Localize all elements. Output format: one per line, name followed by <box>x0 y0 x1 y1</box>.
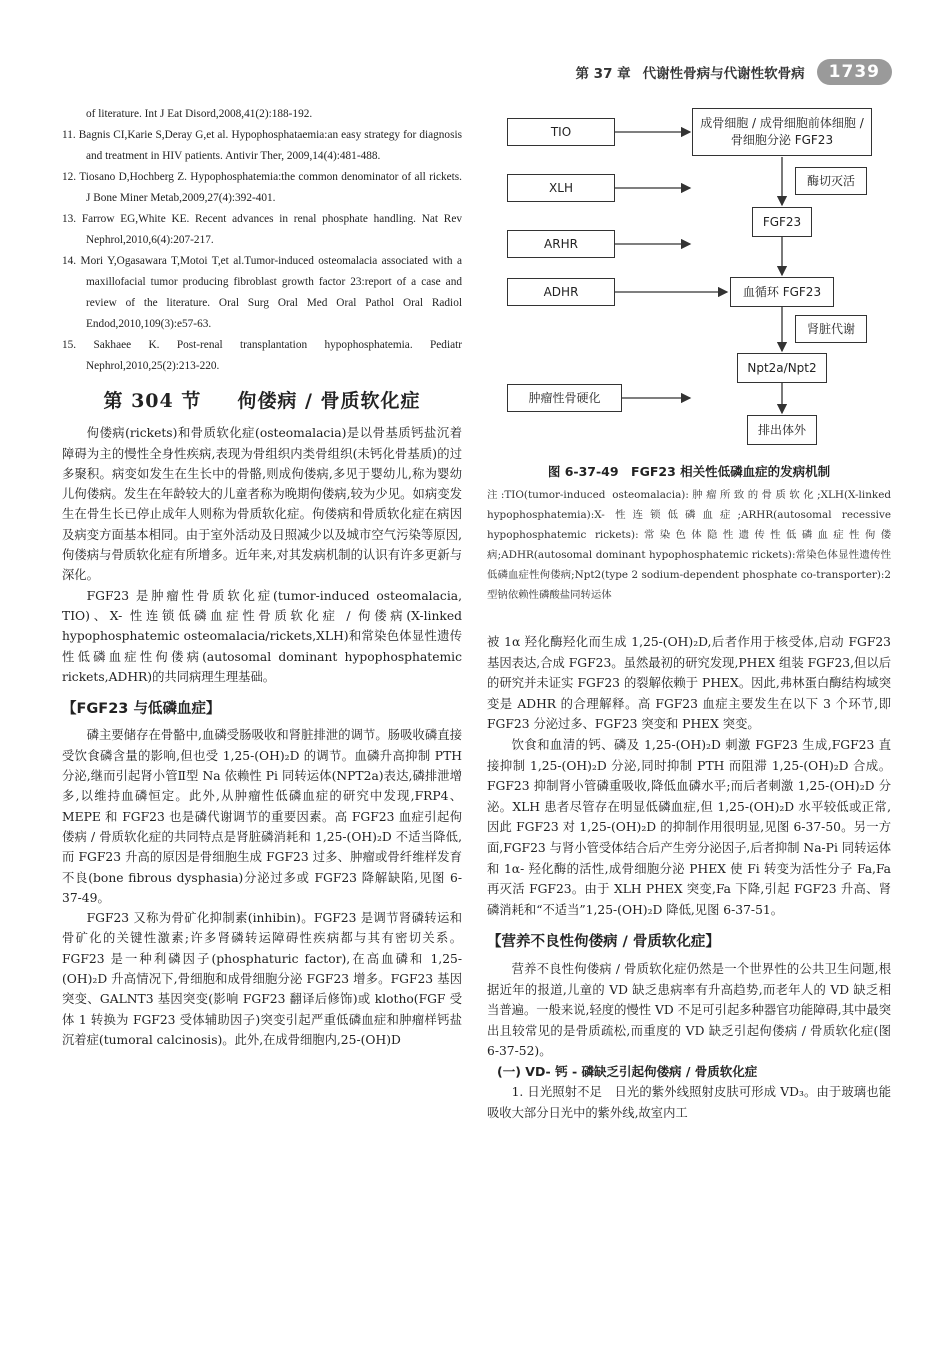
box-tio: TIO <box>507 118 615 146</box>
box-adhr: ADHR <box>507 278 615 306</box>
box-osteoblast-fgf23: 成骨细胞 / 成骨细胞前体细胞 / 骨细胞分泌 FGF23 <box>692 108 872 156</box>
reference-item: 11. Bagnis CI,Karie S,Deray G,et al. Hypophosphataemia:an easy strategy for diagnosis and treatment in HIV patients. Antivir Ther, 2009,14(4):481-488. <box>62 129 463 162</box>
figure-caption: 图 6-37-49 FGF23 相关性低磷血症的发病机制 <box>547 464 831 479</box>
paragraph: 1. 日光照射不足 日光的紫外线照射皮肤可形成 VD₃。由于玻璃也能吸收大部分日光中的紫外线,故室内工 <box>487 1085 891 1121</box>
box-excretion: 排出体外 <box>747 415 817 445</box>
paragraph: 营养不良性佝偻病 / 骨质软化症仍然是一个世界性的公共卫生问题,根据近年的报道,儿童的 VD 缺乏患病率有升高趋势,而老年人的 VD 缺乏相当普遍。一般来说,轻度的慢性 VD 不足可引起多种器官功能障碍,其中最突出且较常见的是骨质疏松,而重度的 VD 缺乏引起佝偻病 / 骨质软化症(图 6-37-52)。 <box>487 961 891 1059</box>
chapter-number: 第 37 章 <box>575 66 631 82</box>
box-xlh: XLH <box>507 174 615 202</box>
page-number: 1739 <box>817 59 892 85</box>
left-column <box>62 104 462 1050</box>
subheading: 【FGF23 与低磷血症】 <box>62 701 221 718</box>
figure-note: 注:TIO(tumor-induced osteomalacia):肿瘤所致的骨质软化;XLH(X-linked hypophosphatemia):X- 性连锁低磷血症;ARHR(autosomal recessive hypophosphatemic rickets):常染色体隐性遗传性低磷血症性佝偻病;ADHR(autosomal dominant hypophosphatemic rickets):常染色体显性遗传性低磷血症性佝偻病;Npt2(type 2 sodium-dependent phosphate co-transporter):2 型钠依赖性磷酸盐同转运体 <box>487 489 891 601</box>
reference-item: 13. Farrow EG,White KE. Recent advances in renal phosphate handling. Nat Rev Nephrol,2010,6(4):207-217. <box>62 213 462 246</box>
box-arhr: ARHR <box>507 230 615 258</box>
paragraph: 佝偻病(rickets)和骨质软化症(osteomalacia)是以骨基质钙盐沉着障碍为主的慢性全身性疾病,表现为骨组织内类骨组织(未钙化骨基质)的过多聚积。病变如发生在生长中的骨骼,则成佝偻病,多见于婴幼儿,称为婴幼儿佝偻病。发生在年龄较大的儿童者称为晚期佝偻病,较为少见。如病变发生在骨生长已停止成年人则称为骨质软化症。佝偻病和骨质软化症在病因及病变方面基本相同。由于室外活动及日照减少以及城市空气污染等原因,佝偻病与骨质软化症有所增多。近年来,对其发病机制的认识有许多更新与深化。 <box>62 426 462 583</box>
reference-list <box>62 104 462 377</box>
box-enzyme-inactivation: 酶切灭活 <box>795 167 867 195</box>
box-fgf23: FGF23 <box>752 207 812 237</box>
subheading: (一) VD- 钙 - 磷缺乏引起佝偻病 / 骨质软化症 <box>497 1063 758 1079</box>
box-renal-metabolism: 肾脏代谢 <box>795 315 867 343</box>
paragraph: 被 1α 羟化酶羟化而生成 1,25-(OH)₂D,后者作用于核受体,启动 FGF23 基因表达,合成 FGF23。虽然最初的研究发现,PHEX 组装 FGF23,但以后的研究并未证实 FGF23 的裂解依赖于 PHEX。因此,弗林蛋白酶结构域突变是 ADHR 的合理解释。高 FGF23 血症主要发生在以下 3 个环节,即 FGF23 分泌过多、FGF23 突变和 PHEX 突变。 <box>487 635 891 732</box>
box-circulating-fgf23: 血循环 FGF23 <box>730 277 834 307</box>
running-header <box>575 55 892 89</box>
paragraph: 磷主要储存在骨骼中,血磷受肠吸收和肾脏排泄的调节。肠吸收磷直接受饮食磷含量的影响,但也受 1,25-(OH)₂D 的调节。血磷升高抑制 PTH 分泌,继而引起肾小管Ⅱ型 Na 依赖性 Pi 同转运体(NPT2a)表达,磷排泄增多,以维持血磷恒定。此外,从肿瘤性低磷血症的研究中发现,FRP4、MEPE 和 FGF23 也是磷代谢调节的重要因素。高 FGF23 血症引起佝偻病 / 骨质软化症的共同特点是肾脏磷消耗和 1,25-(OH)₂D 不适当降低,而 FGF23 升高的原因是骨细胞生成 FGF23 过多、肿瘤或骨纤维样发育不良(bone fibrous dysphasia)分泌过多或 FGF23 降解缺陷,见图 6-37-49。 <box>62 728 462 905</box>
reference-item: of literature. Int J Eat Disord,2008,41(2):188-192. <box>86 108 313 120</box>
paragraph: FGF23 又称为骨矿化抑制素(inhibin)。FGF23 是调节肾磷转运和骨矿化的关键性激素;许多肾磷转运障碍性疾病都与其有密切关系。FGF23 是一种利磷因子(phosphaturic factor),在高血磷和 1,25-(OH)₂D 升高情况下,骨细胞和成骨细胞分泌 FGF23 增多。FGF23 基因突变、GALNT3 基因突变(影响 FGF23 翻译后修饰)或 klotho(FGF 受体 1 转换为 FGF23 受体辅助因子)突变引起严重低磷血症和肿瘤样钙盐沉着症(tumoral calcinosis)。此外,在成骨细胞内,25-(OH)D <box>62 911 462 1047</box>
reference-item: 14. Mori Y,Ogasawara T,Motoi T,et al.Tumor-induced osteomalacia associated with a maxillofacial tumor producing fibroblast growth factor 23:report of a case and review of the literature. Oral Surg Oral Med Oral Pathol Oral Radiol Endod,2010,109(3):e57-63. <box>62 255 462 330</box>
paragraph: 饮食和血清的钙、磷及 1,25-(OH)₂D 刺激 FGF23 生成,FGF23 直接抑制 1,25-(OH)₂D 分泌,同时抑制 PTH 而阻滞 1,25-(OH)₂D 合成。FGF23 抑制肾小管磷重吸收,降低血磷水平;而后者刺激 1,25-(OH)₂D 分泌。XLH 患者尽管存在明显低磷血症,但 1,25-(OH)₂D 水平较低或正常,因此 FGF23 对 1,25-(OH)₂D 的抑制作用很明显,见图 6-37-50。另一方面,FGF23 与肾小管受体结合后产生旁分泌因子,后者抑制 Na-Pi 同转运体和 1α- 羟化酶的活性,成骨细胞分泌 PHEX 使 Fi 转变为活性分子 Fa,Fa 再灭活 FGF23。由于 XLH PHEX 突变,Fa 下降,引起 FGF23 升高、肾磷消耗和“不适当”1,25-(OH)₂D 降低,见图 6-37-51。 <box>487 737 891 917</box>
box-tumor-osteosclerosis: 肿瘤性骨硬化 <box>507 384 622 412</box>
subheading: 【营养不良性佝偻病 / 骨质软化症】 <box>487 934 720 951</box>
section-number: 第 304 节 <box>103 390 202 412</box>
section-name: 佝偻病 / 骨质软化症 <box>237 390 421 412</box>
right-column <box>487 632 891 1124</box>
box-npt2a: Npt2a/Npt2 <box>737 353 827 383</box>
reference-item: 12. Tiosano D,Hochberg Z. Hypophosphatemia:the common denominator of all rickets. J Bone Miner Metab,2009,27(4):392-401. <box>62 171 463 204</box>
section-title <box>62 391 462 411</box>
paragraph: FGF23 是肿瘤性骨质软化症(tumor-induced osteomalacia, TIO)、X- 性连锁低磷血症性骨质软化症 / 佝偻病(X-linked hypophosphatemic osteomalacia/rickets,XLH)和常染色体显性遗传性低磷血症性佝偻病(autosomal dominant hypophosphatemic rickets,ADHR)的共同病理生理基础。 <box>62 588 462 684</box>
figure-diagram <box>495 95 895 465</box>
reference-item: 15. Sakhaee K. Post-renal transplantation hypophosphatemia. Pediatr Nephrol,2010,25(2):213-220. <box>62 339 462 372</box>
chapter-title: 代谢性骨病与代谢性软骨病 <box>642 66 805 82</box>
